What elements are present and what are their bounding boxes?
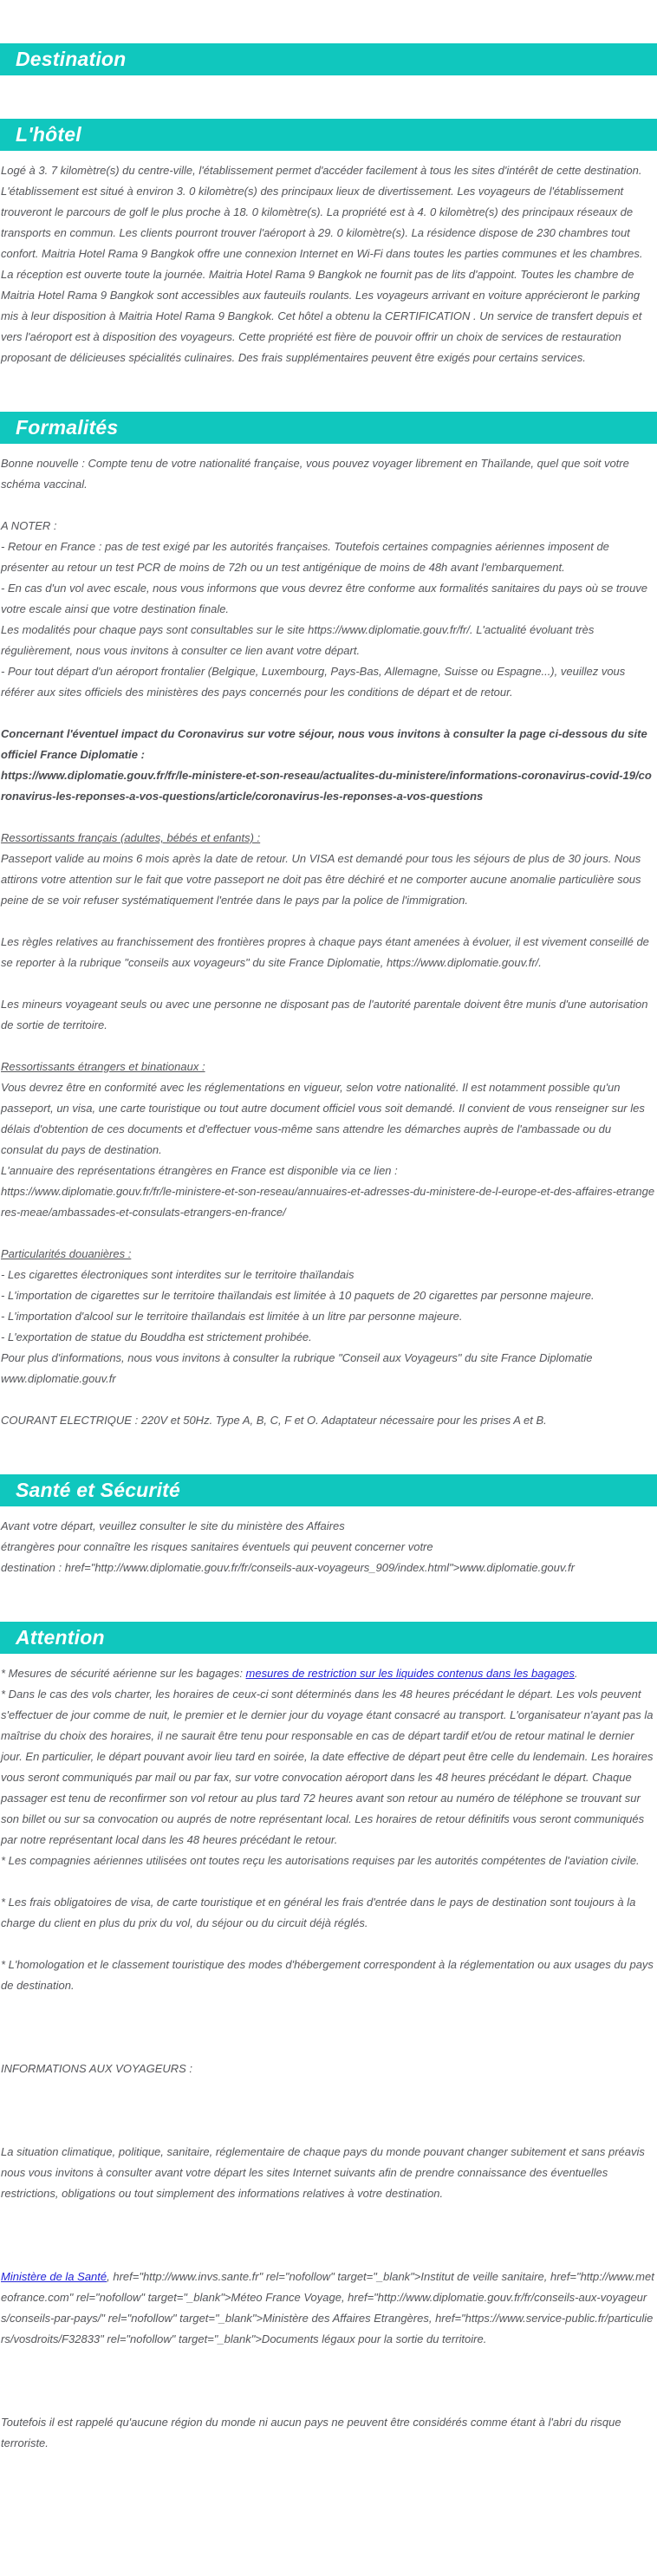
section-sante-securite xyxy=(0,1474,657,1578)
section-content-sante-securite xyxy=(0,1506,657,1578)
text-line: Les modalités pour chaque pays sont consultables sur le site https://www.diplomatie.gouv.fr/fr/. L'actualité évoluant très régulièrement, nous vous invitons à consulter ce lien avant votre départ. xyxy=(1,623,595,657)
text-line xyxy=(1,807,655,828)
text-line xyxy=(1,1663,655,1684)
text-line: Les règles relatives au franchissement des frontières propres à chaque pays étant amenées à évoluer, il est vivement conseillé de se reporter à la rubrique "conseils aux voyageurs" du site France Diplomatie, https://www.diplomatie.gouv.fr/. xyxy=(1,935,649,969)
section-header-sante-securite: Santé et Sécurité xyxy=(0,1474,657,1506)
text-run: , href="http://www.invs.sante.fr" rel="nofollow" target="_blank">Institut de veille sanitaire, href="http://www.meteofrance.com" rel="nofollow" target="_blank">Méteo France Voyage, href="http://www.diplomatie.gouv.fr/fr/conseils-aux-voyageurs/conseils-par-pays/" rel="nofollow" target="_blank">Ministère des Affaires Etrangères, href="https://www.service-public.fr/particuliers/vosdroits/F32833" rel="nofollow" target="_blank">Documents légaux pour la sortie du territoire. xyxy=(1,2270,654,2345)
text-line: * Les frais obligatoires de visa, de carte touristique et en général les frais d'entrée dans le pays de destination sont toujours à la charge du client en plus du prix du vol, du séjour ou du circuit déjà réglés. xyxy=(1,1896,636,1929)
text-line xyxy=(1,1871,655,1892)
text-line: étrangères pour connaître les risques sanitaires éventuels qui peuvent concerner votre xyxy=(1,1540,433,1553)
text-line: Vous devrez être en conformité avec les réglementations en vigueur, selon votre nationalité. Il est notamment possible qu'un passeport, un visa, une carte touristique ou tout autre document officiel vous soit demandé. Il convient de vous renseigner sur les délais d'obtention de ces documents et d'effectuer vous-même sans attendre les démarches auprès de l'ambassade ou du consulat du pays de destination. xyxy=(1,1081,645,1156)
text-line xyxy=(1,2079,655,2100)
text-line: Avant votre départ, veuillez consulter le site du ministère des Affaires xyxy=(1,1519,345,1532)
text-line: * Les compagnies aériennes utilisées ont toutes reçu les autorisations requises par les autorités compétentes de l'aviation civile. xyxy=(1,1854,640,1867)
text-line xyxy=(1,2350,655,2371)
text-line: - Retour en France : pas de test exigé par les autorités françaises. Toutefois certaines compagnies aériennes imposent de présenter au retour un test PCR de moins de 72h ou un test antigénique de moins de 48h avant l'embarquement. xyxy=(1,540,609,574)
text-line xyxy=(1,2204,655,2225)
text-line: destination : href="http://www.diplomatie.gouv.fr/fr/conseils-aux-voyageurs_909/index.html">www.diplomatie.gouv.fr xyxy=(1,1561,575,1574)
text-line: A NOTER : xyxy=(1,519,57,532)
text-line: Logé à 3. 7 kilomètre(s) du centre-ville, l'établissement permet d'accéder facilement à tous les sites d'intérêt de cette destination. L'établissement est situé à environ 3. 0 kilomètre(s) des principaux lieux de divertissement. Les voyageurs de l'établissement trouveront le parcours de golf le plus proche à 18. 0 kilomètre(s). La propriété est à 4. 0 kilomètre(s) des principaux réseaux de transports en commun. Les clients pourront trouver l'aéroport à 29. 0 kilomètre(s). La résidence dispose de 230 chambres tout confort. Maitria Hotel Rama 9 Bangkok offre une connexion Internet en Wi-Fi dans toutes les parties communes et les chambres. La réception est ouverte toute la journée. Maitria Hotel Rama 9 Bangkok ne fournit pas de lits d'appoint. Toutes les chambre de Maitria Hotel Rama 9 Bangkok sont accessibles aux fauteuils roulants. Les voyageurs arrivant en voiture apprécieront le parking mis à leur disposition à Maitria Hotel Rama 9 Bangkok. Cet hôtel a obtenu la CERTIFICATION . Un service de transfert depuis et vers l'aéroport est à disposition des voyageurs. Cette propriété est fière de pouvoir offrir un choix de services de restauration proposant de délicieuses spécialités culinaires. Des frais supplémentaires peuvent être exigés pour certains services. xyxy=(1,164,643,364)
text-line: Ressortissants français (adultes, bébés et enfants) : xyxy=(1,831,261,844)
text-line: - En cas d'un vol avec escale, nous vous informons que vous devrez être conforme aux formalités sanitaires du pays où se trouve votre escale ainsi que votre destination finale. xyxy=(1,582,648,615)
text-line: nous vous invitons à consulter avant votre départ les sites Internet suivants afin de prendre connaissance des éventuelles restrictions, obligations ou tout simplement des informations relatives à votre destination. xyxy=(1,2166,608,2200)
section-header-hotel: L'hôtel xyxy=(0,119,657,151)
text-line xyxy=(1,2267,655,2350)
section-content-attention xyxy=(0,1654,657,2454)
section-content-formalites xyxy=(0,444,657,1431)
text-line: - L'exportation de statue du Bouddha est strictement prohibée. xyxy=(1,1330,312,1343)
text-line xyxy=(1,1036,655,1057)
text-line: L'annuaire des représentations étrangères en France est disponible via ce lien : xyxy=(1,1164,398,1177)
section-destination xyxy=(0,43,657,75)
text-line: https://www.diplomatie.gouv.fr/fr/le-ministere-et-son-reseau/actualites-du-ministere/informations-coronavirus-covid-19/coronavirus-les-reponses-a-vos-questions/article/coronavirus-les-reponses-a-vos-questions xyxy=(1,769,652,803)
text-line xyxy=(1,2225,655,2246)
text-line xyxy=(1,2121,655,2142)
ministere-sante-link[interactable]: Ministère de la Santé xyxy=(1,2270,107,2283)
text-line: https://www.diplomatie.gouv.fr/fr/le-ministere-et-son-reseau/annuaires-et-adresses-du-ministere-de-l-europe-et-des-affaires-etrangeres-meae/ambassades-et-consulats-etrangers-en-france/ xyxy=(1,1185,655,1219)
text-line: - L'importation d'alcool sur le territoire thaïlandais est limitée à un litre par personne majeure. xyxy=(1,1310,463,1323)
text-line: COURANT ELECTRIQUE : 220V et 50Hz. Type A, B, C, F et O. Adaptateur nécessaire pour les prises A et B. xyxy=(1,1414,547,1427)
liquides-restriction-link[interactable]: mesures de restriction sur les liquides contenus dans les bagages xyxy=(245,1667,575,1680)
section-content-hotel xyxy=(0,151,657,368)
text-line xyxy=(1,973,655,994)
section-header-destination: Destination xyxy=(0,43,657,75)
text-line: Bonne nouvelle : Compte tenu de votre nationalité française, vous pouvez voyager librement en Thaïlande, quel que soit votre schéma vaccinal. xyxy=(1,457,629,491)
text-line xyxy=(1,2371,655,2391)
text-run: . xyxy=(574,1667,578,1680)
text-line xyxy=(1,1223,655,1244)
text-line: * L'homologation et le classement touristique des modes d'hébergement correspondent à la réglementation ou aux usages du pays de destination. xyxy=(1,1958,654,1992)
text-line: Passeport valide au moins 6 mois après la date de retour. Un VISA est demandé pour tous les séjours de plus de 30 jours. Nous attirons votre attention sur le fait que votre passeport ne doit pas être déchiré et ne comporter aucune anomalie particulière sous peine de se voir refuser systématiquement l'entrée dans le pays par la police de l'immigration. xyxy=(1,852,641,907)
text-line: - Pour tout départ d'un aéroport frontalier (Belgique, Luxembourg, Pays-Bas, Allemagne, Suisse ou Espagne...), veuillez vous référer aux sites officiels des ministères des pays concernés pour les conditions de départ et de retour. xyxy=(1,665,626,699)
text-line: Les mineurs voyageant seuls ou avec une personne ne disposant pas de l'autorité parentale doivent être munis d'une autorisation de sortie de territoire. xyxy=(1,998,648,1031)
text-line xyxy=(1,2017,655,2038)
text-line xyxy=(1,911,655,932)
text-line: - L'importation de cigarettes sur le territoire thaïlandais est limitée à 10 paquets de 20 cigarettes par personne majeure. xyxy=(1,1289,595,1302)
text-line xyxy=(1,495,655,516)
text-line xyxy=(1,1934,655,1955)
text-line: Pour plus d'informations, nous vous invitons à consulter la rubrique "Conseil aux Voyageurs" du site France Diplomatie www.diplomatie.gouv.fr xyxy=(1,1351,593,1385)
text-line: La situation climatique, politique, sanitaire, réglementaire de chaque pays du monde pouvant changer subitement et sans préavis xyxy=(1,2145,645,2158)
text-line: INFORMATIONS AUX VOYAGEURS : xyxy=(1,2062,193,2075)
text-line xyxy=(1,2391,655,2412)
section-hotel xyxy=(0,119,657,368)
text-line: Concernant l'éventuel impact du Coronavirus sur votre séjour, nous vous invitons à consulter la page ci-dessous du site officiel France Diplomatie : xyxy=(1,727,647,761)
text-line xyxy=(1,703,655,724)
text-line: Ressortissants étrangers et binationaux : xyxy=(1,1060,205,1073)
text-line xyxy=(1,2246,655,2267)
section-formalites xyxy=(0,412,657,1431)
text-line xyxy=(1,1996,655,2017)
text-run: * Mesures de sécurité aérienne sur les bagages: xyxy=(1,1667,246,1680)
section-header-formalites: Formalités xyxy=(0,412,657,444)
section-attention xyxy=(0,1622,657,2454)
text-line: - Les cigarettes électroniques sont interdites sur le territoire thaïlandais xyxy=(1,1268,355,1281)
text-line: * Dans le cas des vols charter, les horaires de ceux-ci sont déterminés dans les 48 heures précédant le départ. Les vols peuvent s'effectuer de jour comme de nuit, le premier et le dernier jour du voyage étant consacré au transport. L'organisateur n'ayant pas la maîtrise du choix des horaires, il ne saurait être tenu pour responsable en cas de départ tardif et/ou de retour matinal le dernier jour. En particulier, le départ pouvant avoir lieu tard en soirée, la date effective de départ peut être celle du lendemain. Les horaires vous seront communiqués par mail ou par fax, sur votre convocation aéroport dans les 48 heures précédant le départ. Chaque passager est tenu de reconfirmer son vol retour au plus tard 72 heures avant son retour au numéro de téléphone se trouvant sur son billet ou sur sa convocation ou auprés de notre représentant local. Les horaires de retour définitifs vous seront communiqués par notre représentant local dans les 48 heures précédant le retour. xyxy=(1,1688,654,1846)
text-line xyxy=(1,2038,655,2059)
section-header-attention: Attention xyxy=(0,1622,657,1654)
text-line: Particularités douanières : xyxy=(1,1247,132,1260)
text-line: Toutefois il est rappelé qu'aucune région du monde ni aucun pays ne peuvent être considérés comme étant à l'abri du risque terroriste. xyxy=(1,2416,621,2449)
text-line xyxy=(1,1389,655,1410)
text-line xyxy=(1,2100,655,2121)
